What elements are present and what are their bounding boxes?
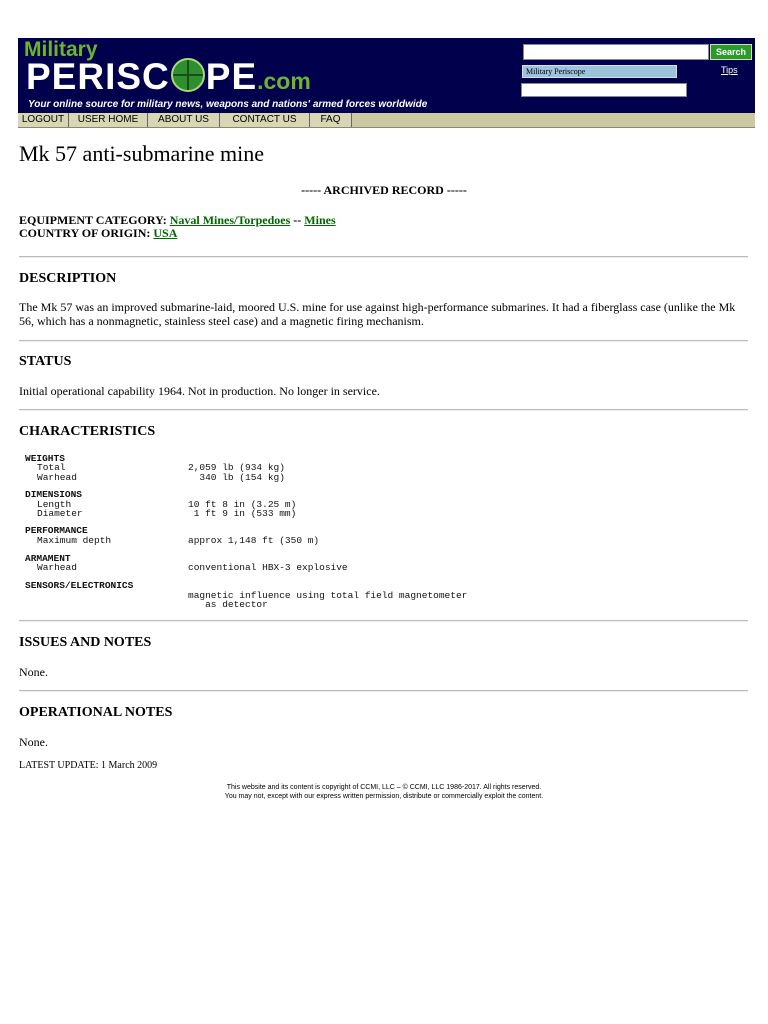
copyright-line-1: This website and its content is copyright of CCMI, LLC – © CCMI, LLC 1986-2017. All rights reserved. [226, 784, 542, 791]
copyright-notice [0, 783, 768, 801]
search-input[interactable] [523, 44, 709, 60]
periscope-crosshair-icon [171, 58, 205, 92]
country-link-usa[interactable]: USA [153, 226, 178, 240]
category-link-mines[interactable]: Mines [304, 213, 336, 227]
char-value: approx 1,148 ft (350 m) [188, 535, 320, 546]
char-group-dimensions: DIMENSIONS [25, 489, 83, 500]
site-tagline: Your online source for military news, weapons and nations' armed forces worldwide [28, 99, 428, 110]
characteristics-heading: CHARACTERISTICS [19, 424, 156, 439]
site-banner [18, 38, 755, 114]
char-group-armament: ARMAMENT [25, 553, 71, 564]
char-label: Total [37, 462, 66, 473]
copyright-line-2: You may not, except with our express written permission, distribute or commercially exploit the content. [224, 793, 544, 800]
description-heading: DESCRIPTION [19, 271, 117, 286]
char-group-performance: PERFORMANCE [25, 525, 88, 536]
category-separator: -- [293, 213, 302, 227]
divider [19, 256, 748, 258]
country-of-origin [19, 227, 177, 240]
logo-military-text: Military [24, 38, 98, 61]
category-label: EQUIPMENT CATEGORY: [19, 213, 167, 227]
divider [19, 690, 748, 692]
page-title: Mk 57 anti-submarine mine [19, 141, 265, 166]
char-group-sensors: SENSORS/ELECTRONICS [25, 580, 134, 591]
nav-user-home[interactable]: USER HOME [69, 113, 148, 127]
char-value: 2,059 lb (934 kg) [188, 462, 285, 473]
tips-link[interactable]: Tips [721, 65, 738, 75]
char-label: Warhead [37, 472, 77, 483]
archived-record-label: ----- ARCHIVED RECORD ----- [301, 183, 467, 197]
divider [19, 340, 748, 342]
issues-text: None. [19, 665, 48, 679]
site-logo[interactable] [26, 56, 311, 102]
char-label: Diameter [37, 508, 83, 519]
search-scope-select[interactable]: Military Periscope [522, 65, 677, 78]
char-label: Maximum depth [37, 535, 112, 546]
status-text: Initial operational capability 1964. Not in production. No longer in service. [19, 384, 380, 398]
secondary-search-input[interactable] [521, 83, 687, 97]
char-value: 1 ft 9 in (533 mm) [188, 508, 297, 519]
nav-bar [18, 113, 755, 128]
search-button[interactable]: Search [710, 44, 752, 60]
status-heading: STATUS [19, 354, 72, 369]
issues-heading: ISSUES AND NOTES [19, 635, 152, 650]
operational-notes-text: None. [19, 735, 48, 749]
char-label: Warhead [37, 562, 77, 573]
logo-text-part1: PERISC [26, 56, 170, 97]
char-value: magnetic influence using total field magnetometer as detector [188, 590, 468, 610]
char-value: 340 lb (154 kg) [188, 472, 285, 483]
divider [19, 409, 748, 411]
logo-suffix: .com [257, 68, 311, 94]
latest-update: LATEST UPDATE: 1 March 2009 [19, 760, 158, 771]
nav-faq[interactable]: FAQ [310, 113, 352, 127]
nav-contact-us[interactable]: CONTACT US [220, 113, 310, 127]
nav-about-us[interactable]: ABOUT US [148, 113, 220, 127]
divider [19, 620, 748, 622]
description-text: The Mk 57 was an improved submarine-laid, moored U.S. mine for use against high-performance submarines. It had a fiberglass case (unlike the Mk 56, which has a nonmagnetic, stainless steel case) and a magnetic firing mechanism. [19, 300, 736, 328]
nav-logout[interactable]: LOGOUT [18, 113, 69, 127]
logo-text-part2: PE [205, 56, 258, 97]
operational-notes-heading: OPERATIONAL NOTES [19, 705, 173, 720]
country-label: COUNTRY OF ORIGIN: [19, 226, 151, 240]
char-group-weights: WEIGHTS [25, 453, 65, 464]
char-value: 10 ft 8 in (3.25 m) [188, 499, 297, 510]
category-link-naval-mines[interactable]: Naval Mines/Torpedoes [169, 213, 291, 227]
char-value: conventional HBX-3 explosive [188, 562, 348, 573]
char-label: Length [37, 499, 72, 510]
